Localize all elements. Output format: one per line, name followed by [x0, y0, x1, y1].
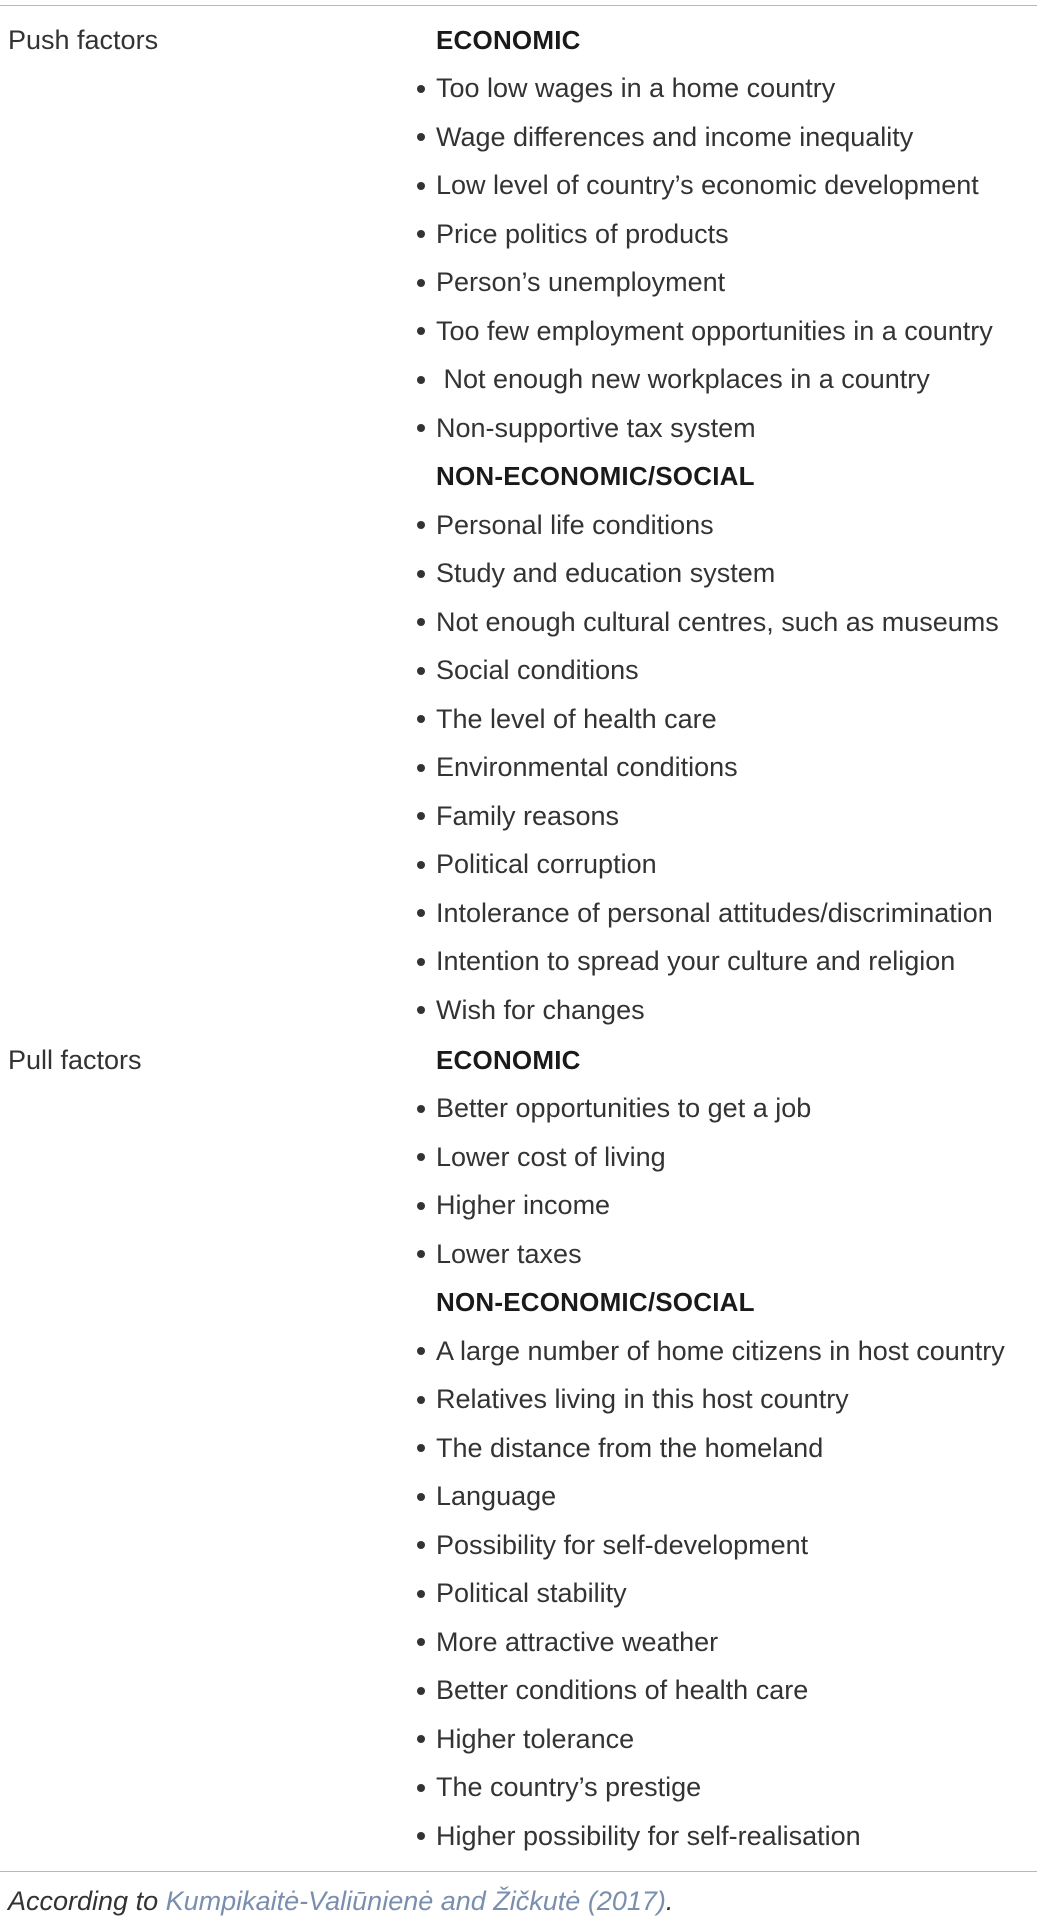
group-heading-push-social: NON-ECONOMIC/SOCIAL	[436, 461, 755, 491]
table-bottom-rule	[0, 1871, 1037, 1872]
list-item: Lower cost of living	[410, 1133, 666, 1181]
list-item: Lower taxes	[410, 1230, 582, 1278]
bullet-icon	[417, 85, 425, 93]
list-item: Personal life conditions	[410, 501, 714, 549]
list-item: Wage differences and income inequality	[410, 113, 913, 161]
group-heading-pull-economic: ECONOMIC	[436, 1044, 581, 1075]
bullet-icon	[417, 958, 425, 966]
bullet-icon	[417, 1006, 425, 1014]
list-item: Price politics of products	[410, 210, 729, 258]
list-item: Intolerance of personal attitudes/discrimination	[410, 889, 993, 937]
list-item: A large number of home citizens in host country	[410, 1327, 1005, 1375]
list-item: Too few employment opportunities in a country	[410, 307, 993, 355]
list-item: Better opportunities to get a job	[410, 1085, 811, 1133]
bullet-icon	[417, 812, 425, 820]
bullet-icon	[417, 618, 425, 626]
bullet-icon	[417, 570, 425, 578]
bullet-icon	[417, 230, 425, 238]
bullet-icon	[417, 1541, 425, 1549]
list-item: Not enough new workplaces in a country	[410, 356, 930, 404]
bullet-icon	[417, 1347, 425, 1355]
list-item: More attractive weather	[410, 1618, 718, 1666]
list-item: Higher tolerance	[410, 1715, 634, 1763]
bullet-icon	[417, 715, 425, 723]
list-item: Possibility for self-development	[410, 1521, 808, 1569]
bullet-icon	[417, 1202, 425, 1210]
bullet-icon	[417, 1638, 425, 1646]
list-item: Low level of country’s economic development	[410, 162, 979, 210]
list-item: Family reasons	[410, 792, 619, 840]
footnote-suffix: .	[665, 1886, 674, 1916]
list-item: Relatives living in this host country	[410, 1376, 849, 1424]
bullet-icon	[417, 764, 425, 772]
list-item: Better conditions of health care	[410, 1667, 808, 1715]
list-item: Study and education system	[410, 550, 775, 598]
bullet-icon	[417, 667, 425, 675]
bullet-icon	[417, 1153, 425, 1161]
bullet-icon	[417, 861, 425, 869]
list-item: Social conditions	[410, 647, 639, 695]
row-label-pull-factors: Pull factors	[8, 1045, 142, 1075]
bullet-icon	[417, 1735, 425, 1743]
list-item: Environmental conditions	[410, 744, 738, 792]
list-item: Language	[410, 1473, 556, 1521]
list-item: The level of health care	[410, 695, 717, 743]
bullet-icon	[417, 521, 425, 529]
bullet-icon	[417, 1396, 425, 1404]
bullet-icon	[417, 424, 425, 432]
list-item: Higher income	[410, 1182, 610, 1230]
list-item: Political corruption	[410, 841, 657, 889]
footnote-prefix: According to	[8, 1886, 166, 1916]
list-item: Too low wages in a home country	[410, 65, 835, 113]
bullet-icon	[417, 1493, 425, 1501]
bullet-icon	[417, 1784, 425, 1792]
list-item: Higher possibility for self-realisation	[410, 1812, 861, 1860]
list-item: Not enough cultural centres, such as museums	[410, 598, 999, 646]
table-top-rule	[0, 5, 1037, 6]
citation-link[interactable]: Kumpikaitė-Valiūnienė and Žičkutė (2017)	[165, 1886, 666, 1916]
bullet-icon	[417, 1444, 425, 1452]
group-heading-pull-social: NON-ECONOMIC/SOCIAL	[436, 1287, 755, 1317]
bullet-icon	[417, 1105, 425, 1113]
list-item: Person’s unemployment	[410, 259, 725, 307]
list-item: Non-supportive tax system	[410, 404, 756, 452]
bullet-icon	[417, 909, 425, 917]
group-heading-push-economic: ECONOMIC	[436, 24, 581, 55]
list-item: Political stability	[410, 1570, 627, 1618]
list-item: Intention to spread your culture and religion	[410, 938, 955, 986]
bullet-icon	[417, 1250, 425, 1258]
list-item: The country’s prestige	[410, 1764, 701, 1812]
list-item: Wish for changes	[410, 986, 645, 1034]
row-label-push-factors: Push factors	[8, 25, 159, 55]
bullet-icon	[417, 1687, 425, 1695]
bullet-icon	[417, 1590, 425, 1598]
list-item: The distance from the homeland	[410, 1424, 823, 1472]
table-footnote	[8, 1886, 673, 1916]
bullet-icon	[417, 1832, 425, 1840]
bullet-icon	[417, 133, 425, 141]
bullet-icon	[417, 279, 425, 287]
bullet-icon	[417, 182, 425, 190]
bullet-icon	[417, 376, 425, 384]
bullet-icon	[417, 327, 425, 335]
